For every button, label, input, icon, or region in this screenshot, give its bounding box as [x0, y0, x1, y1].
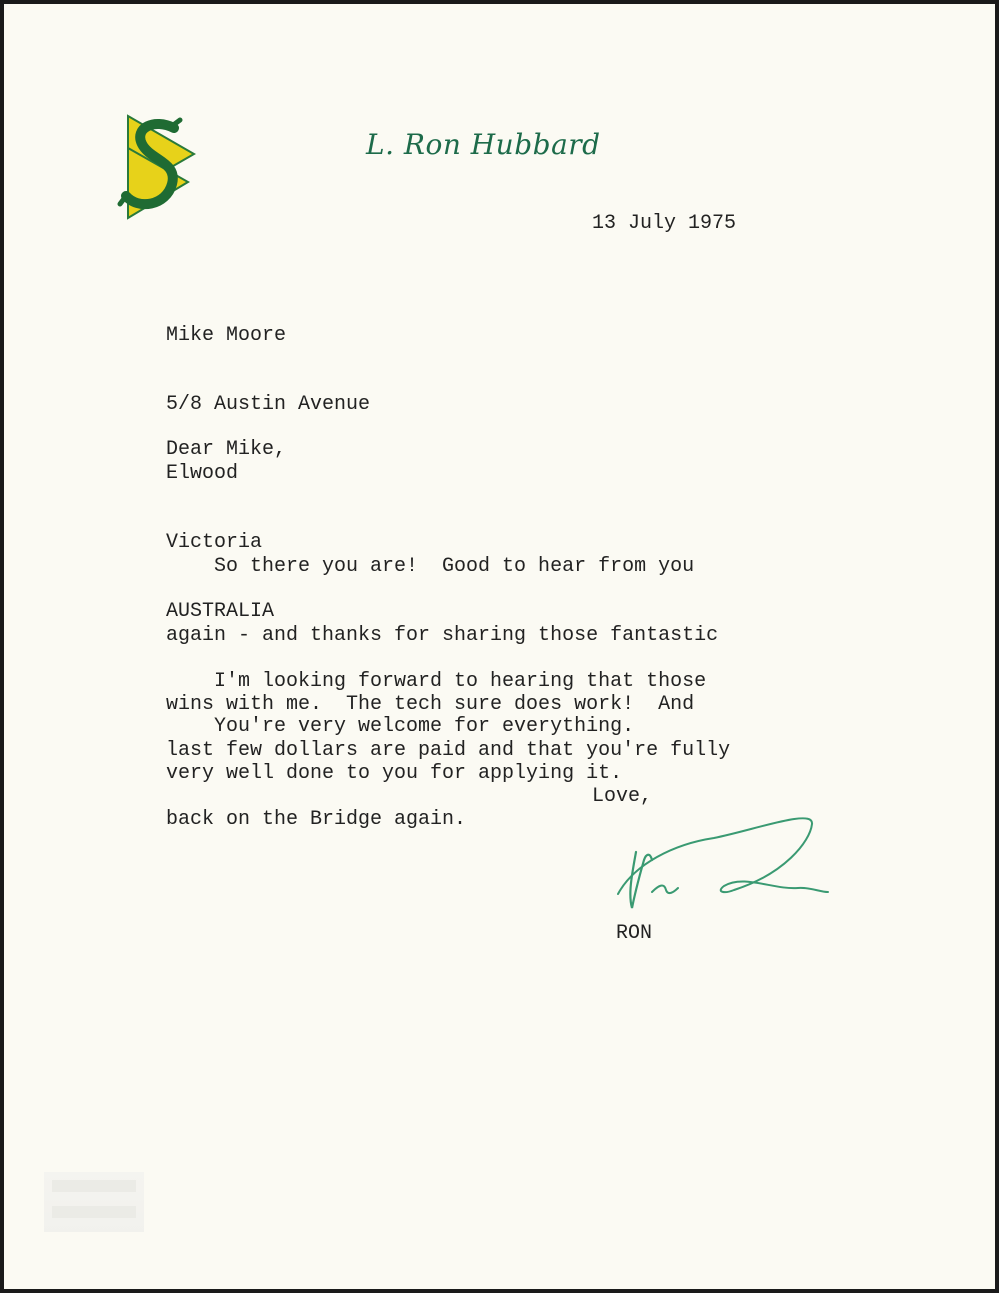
- salutation: Dear Mike,: [166, 438, 287, 461]
- body-line: back on the Bridge again.: [166, 808, 467, 831]
- letter-date: 13 July 1975: [592, 212, 737, 235]
- recipient-country: AUSTRALIA: [166, 600, 275, 623]
- s-triangle-logo-icon: [116, 114, 196, 220]
- recipient-state: Victoria: [166, 531, 263, 554]
- letter-page: [4, 4, 995, 1289]
- closing: Love,: [592, 785, 653, 808]
- body-line: So there you are! Good to hear from you: [166, 555, 695, 578]
- recipient-street: 5/8 Austin Avenue: [166, 393, 371, 416]
- faint-stamp-mark: [44, 1172, 144, 1232]
- letterhead-name: L. Ron Hubbard: [366, 128, 601, 161]
- recipient-suburb: Elwood: [166, 462, 239, 485]
- body-paragraph-3: You're very welcome for everything.: [166, 715, 635, 738]
- body-line: I'm looking forward to hearing that those: [166, 670, 707, 693]
- handwritten-signature: [614, 794, 834, 914]
- body-line: last few dollars are paid and that you're fully: [166, 739, 731, 762]
- recipient-name: Mike Moore: [166, 324, 287, 347]
- body-line: very well done to you for applying it.: [166, 762, 623, 785]
- typed-signature-name: RON: [616, 922, 653, 945]
- body-line: wins with me. The tech sure does work! And: [166, 693, 695, 716]
- body-line: again - and thanks for sharing those fantastic: [166, 624, 719, 647]
